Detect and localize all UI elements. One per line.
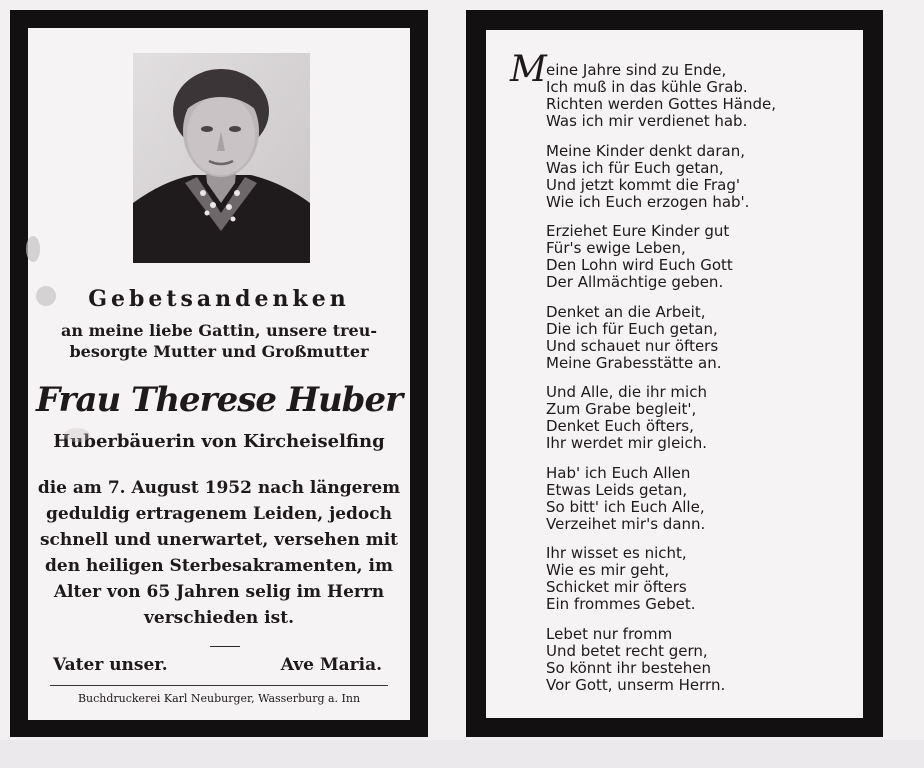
poem-line: Und jetzt kommt die Frag' (546, 175, 741, 194)
poem-line: Ihr wisset es nicht, (546, 544, 687, 562)
poem-line: Und betet recht gern, (546, 641, 708, 660)
poem-line: Meine Kinder denkt daran, (546, 141, 745, 160)
poem-line: So könnt ihr bestehen (546, 658, 711, 677)
poem-line: Die ich für Euch getan, (546, 319, 718, 338)
poem-line: Und Alle, die ihr mich (546, 383, 707, 401)
divider-dash (210, 646, 240, 647)
prayer-ave-maria: Ave Maria. (280, 655, 382, 675)
poem-line: Zum Grabe begleit', (546, 400, 697, 418)
obituary-line: Alter von 65 Jahren selig im Herrn (53, 582, 385, 602)
deceased-name: Frau Therese Huber (35, 380, 402, 420)
prayer-vater-unser: Vater unser. (53, 655, 168, 675)
poem-line: Richten werden Gottes Hände, (546, 95, 777, 113)
footer-rule (50, 685, 388, 686)
poem-line: Schicket mir öfters (546, 578, 687, 596)
poem-line: Denket an die Arbeit, (546, 302, 706, 321)
poem-line: Ein frommes Gebet. (546, 595, 696, 613)
paper-stain (36, 286, 56, 306)
poem-stanza (546, 223, 776, 291)
poem-line: Etwas Leids getan, (546, 480, 688, 499)
poem-stanza (546, 545, 776, 613)
printer-imprint: Buchdruckerei Karl Neuburger, Wasserburg a. Inn (77, 692, 361, 705)
heading: Gebetsandenken (88, 286, 350, 312)
obituary-line: die am 7. August 1952 nach längerem (37, 478, 401, 498)
poem-line: Was ich mir verdienet hab. (546, 112, 748, 130)
memorial-card-back (466, 10, 883, 737)
poem-line: Ihr werdet mir gleich. (546, 434, 707, 452)
poem-line: Meine Grabesstätte an. (546, 353, 722, 372)
poem-line: eine Jahre sind zu Ende, (546, 61, 727, 79)
poem-line: Der Allmächtige geben. (546, 273, 724, 291)
portrait-photo (133, 53, 310, 263)
card-front-inner (28, 28, 410, 720)
obituary-line: geduldig ertragenem Leiden, jedoch (46, 504, 392, 524)
poem-stanza (546, 384, 776, 452)
poem-line: Und schauet nur öfters (546, 336, 719, 355)
dedication-line-2: besorgte Mutter und Großmutter (69, 342, 369, 361)
poem-stanza (546, 465, 776, 533)
scan-background (0, 740, 924, 768)
paper-stain (26, 236, 40, 262)
poem-line: Lebet nur fromm (546, 624, 673, 643)
obituary-line: schnell und unerwartet, versehen mit (39, 530, 399, 550)
poem (510, 49, 777, 706)
dedication-line-1: an meine liebe Gattin, unsere treu- (61, 321, 377, 340)
obituary-line: verschieden ist. (144, 608, 294, 628)
poem-line: Denket Euch öfters, (546, 417, 694, 435)
card-back-inner (486, 30, 863, 718)
poem-stanza (546, 62, 776, 130)
poem-line: Verzeihet mir's dann. (546, 514, 706, 533)
poem-line: Wie ich Euch erzogen hab'. (546, 192, 750, 211)
poem-line: Den Lohn wird Euch Gott (546, 256, 733, 274)
poem-line: Erziehet Eure Kinder gut (546, 222, 730, 240)
poem-line: Für's ewige Leben, (546, 239, 686, 257)
poem-stanza (546, 143, 776, 211)
poem-stanza (546, 304, 776, 372)
memorial-card-front (10, 10, 428, 737)
portrait-image (133, 53, 310, 263)
poem-dropcap: M (510, 49, 547, 90)
poem-line: Was ich für Euch getan, (546, 158, 724, 177)
poem-line: Ich muß in das kühle Grab. (546, 78, 748, 96)
paper-stain (64, 428, 90, 442)
poem-line: So bitt' ich Euch Alle, (546, 497, 705, 516)
poem-line: Vor Gott, unserm Herrn. (546, 675, 726, 694)
poem-stanza (546, 626, 776, 694)
deceased-title: Huberbäuerin von Kircheiselfing (53, 431, 385, 452)
poem-line: Hab' ich Euch Allen (546, 463, 691, 482)
obituary-line: den heiligen Sterbesakramenten, im (45, 556, 393, 576)
poem-line: Wie es mir geht, (546, 561, 670, 579)
